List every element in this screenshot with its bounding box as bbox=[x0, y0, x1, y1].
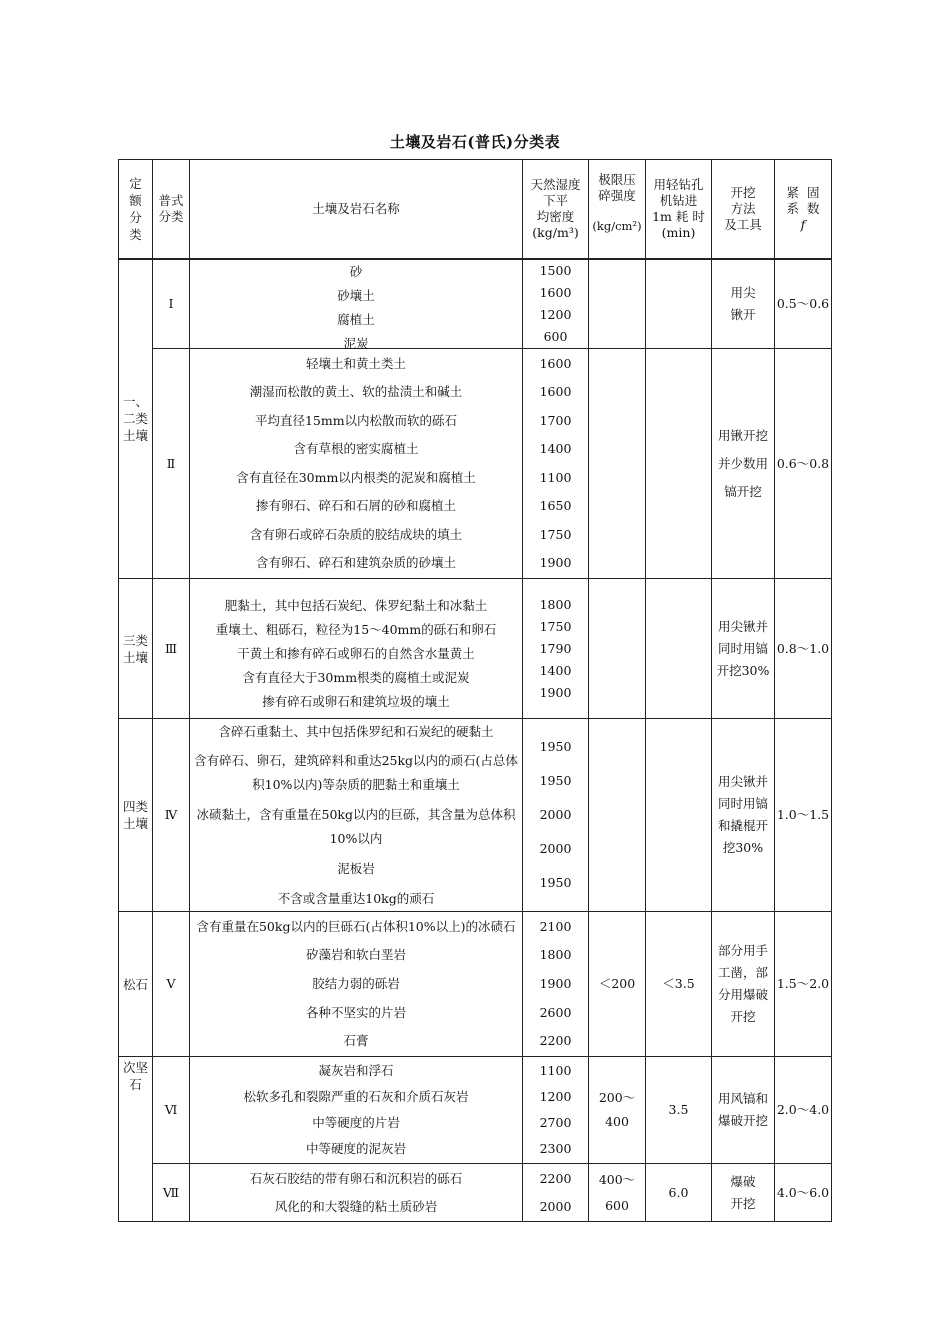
header-method-line3: 及工具 bbox=[724, 216, 762, 232]
header-density bbox=[523, 160, 589, 259]
list-item: 砂壤土 bbox=[337, 287, 375, 303]
names-cell bbox=[190, 719, 523, 912]
list-item: 风化的和大裂缝的粘土质砂岩 bbox=[274, 1198, 438, 1214]
category-cell-6-7 bbox=[119, 1057, 153, 1222]
list-item: 平均直径15mm以内松散而软的砾石 bbox=[254, 412, 458, 428]
density-value: 1600 bbox=[539, 355, 572, 371]
method-cell bbox=[712, 579, 775, 719]
density-cell bbox=[523, 349, 589, 579]
strength-cell bbox=[589, 719, 646, 912]
density-value: 1500 bbox=[539, 262, 572, 278]
category-label: 一、二类土壤 bbox=[122, 394, 148, 444]
method-cell bbox=[712, 259, 775, 349]
list-item: 冰碛黏土，含有重量在50kg以内的巨砾，其含量为总体积10%以内 bbox=[196, 807, 516, 846]
class-cell: Ⅱ bbox=[153, 349, 190, 579]
density-value: 1750 bbox=[539, 526, 572, 542]
list-item: 干黄土和掺有碎石或卵石的自然含水量黄土 bbox=[237, 645, 475, 661]
list-item: 凝灰岩和浮石 bbox=[318, 1062, 394, 1078]
list-item: 腐植土 bbox=[337, 311, 375, 327]
density-value: 2300 bbox=[539, 1141, 572, 1157]
header-strength-line2: 碎强度 bbox=[598, 187, 636, 203]
drill-cell bbox=[646, 349, 712, 579]
density-value: 1950 bbox=[539, 739, 572, 754]
density-value: 1200 bbox=[539, 306, 572, 322]
drill-cell bbox=[646, 259, 712, 349]
header-proto-class-label: 普式分类 bbox=[158, 192, 184, 224]
class-cell: Ⅶ bbox=[153, 1164, 190, 1222]
names-cell bbox=[190, 1164, 523, 1222]
table-row bbox=[119, 259, 832, 349]
header-strength bbox=[589, 160, 646, 259]
drill-cell: ＜3.5 bbox=[646, 912, 712, 1057]
density-value: 2000 bbox=[539, 841, 572, 856]
list-item: 潮湿而松散的黄土、软的盐渍土和碱土 bbox=[249, 384, 463, 400]
list-item: 泥板岩 bbox=[337, 860, 375, 876]
list-item: 含有卵石、碎石和建筑杂质的砂壤土 bbox=[255, 555, 456, 571]
coefficient-cell: 0.5～0.6 bbox=[775, 259, 832, 349]
names-cell bbox=[190, 912, 523, 1057]
strength-text: 200～400 bbox=[598, 1090, 636, 1129]
density-cell bbox=[523, 259, 589, 349]
header-strength-line1: 极限压 bbox=[598, 171, 636, 187]
names-cell bbox=[190, 349, 523, 579]
table-row bbox=[119, 1057, 832, 1164]
table-row bbox=[119, 349, 832, 579]
coefficient-cell: 1.5～2.0 bbox=[775, 912, 832, 1057]
list-item: 中等硬度的泥灰岩 bbox=[305, 1141, 406, 1157]
method-cell bbox=[712, 349, 775, 579]
density-value: 2700 bbox=[539, 1115, 572, 1131]
header-coef-line1: 紧 固 bbox=[786, 184, 820, 200]
list-item: 各种不坚实的片岩 bbox=[305, 1004, 406, 1020]
density-value: 1600 bbox=[539, 284, 572, 300]
density-cell bbox=[523, 1057, 589, 1164]
list-item: 含有卵石或碎石杂质的胶结成块的填土 bbox=[249, 526, 463, 542]
method-text: 爆破开挖 bbox=[730, 1173, 756, 1211]
strength-cell bbox=[589, 579, 646, 719]
method-text: 用尖锹并同时用镐开挖30% bbox=[716, 618, 770, 678]
drill-cell: 3.5 bbox=[646, 1057, 712, 1164]
density-value: 1950 bbox=[539, 875, 572, 890]
list-item: 松软多孔和裂隙严重的石灰和介质石灰岩 bbox=[243, 1088, 469, 1104]
class-cell: Ⅵ bbox=[153, 1057, 190, 1164]
list-item: 石膏 bbox=[343, 1033, 369, 1049]
list-item: 含碎石重黏土、其中包括侏罗纪和石炭纪的硬黏土 bbox=[218, 723, 494, 739]
coefficient-cell: 0.8～1.0 bbox=[775, 579, 832, 719]
coefficient-cell: 0.6～0.8 bbox=[775, 349, 832, 579]
drill-cell bbox=[646, 719, 712, 912]
strength-cell bbox=[589, 1164, 646, 1222]
method-cell bbox=[712, 1057, 775, 1164]
header-coef-line3: f bbox=[800, 216, 806, 232]
header-quota-category bbox=[119, 160, 153, 259]
header-method-line1: 开挖 bbox=[730, 184, 756, 200]
list-item: 含有碎石、卵石，建筑碎料和重达25kg以内的顽石(占总体积10%以内)等杂质的肥黏土和重壤土 bbox=[194, 753, 518, 793]
method-text: 用尖锹开 bbox=[730, 284, 756, 322]
method-text: 用锹开挖并少数用镐开挖 bbox=[717, 427, 768, 499]
header-coef-line2: 系 数 bbox=[786, 200, 820, 216]
category-cell-4 bbox=[119, 719, 153, 912]
density-cell bbox=[523, 579, 589, 719]
method-text: 用尖锹并同时用镐和撬棍开挖30% bbox=[717, 774, 768, 855]
density-value: 600 bbox=[543, 328, 568, 344]
density-value: 1700 bbox=[539, 412, 572, 428]
class-cell: Ⅴ bbox=[153, 912, 190, 1057]
category-label: 三类土壤 bbox=[122, 632, 148, 665]
header-name-label: 土壤及岩石名称 bbox=[312, 200, 400, 216]
method-cell bbox=[712, 912, 775, 1057]
category-cell-3 bbox=[119, 579, 153, 719]
list-item: 肥黏土，其中包括石炭纪、侏罗纪黏土和冰黏土 bbox=[224, 597, 488, 613]
density-value: 1800 bbox=[539, 947, 572, 963]
names-cell bbox=[190, 259, 523, 349]
strength-cell bbox=[589, 349, 646, 579]
density-cell bbox=[523, 1164, 589, 1222]
list-item: 掺有碎石或卵石和建筑垃圾的壤土 bbox=[262, 693, 450, 709]
method-cell bbox=[712, 719, 775, 912]
density-value: 2100 bbox=[539, 918, 572, 934]
list-item: 含有重量在50kg以内的巨砾石(占体积10%以上)的冰碛石 bbox=[196, 918, 516, 934]
header-method bbox=[712, 160, 775, 259]
density-cell bbox=[523, 719, 589, 912]
density-value: 1400 bbox=[539, 441, 572, 457]
list-item: 砂 bbox=[349, 263, 363, 279]
category-label: 松石 bbox=[122, 976, 148, 992]
header-name bbox=[190, 160, 523, 259]
names-cell bbox=[190, 1057, 523, 1164]
strength-cell: ＜200 bbox=[589, 912, 646, 1057]
header-drill-unit: (min) bbox=[661, 224, 696, 240]
header-drill-line2: 机钻进 bbox=[659, 192, 698, 208]
table-row bbox=[119, 579, 832, 719]
table-row bbox=[119, 1164, 832, 1222]
density-value: 1900 bbox=[539, 975, 572, 991]
names-cell bbox=[190, 579, 523, 719]
density-value: 1100 bbox=[539, 1062, 572, 1078]
header-drill-time bbox=[646, 160, 712, 259]
header-density-line1: 天然湿度下平 bbox=[530, 176, 581, 208]
density-value: 1950 bbox=[539, 773, 572, 788]
class-cell: Ⅰ bbox=[153, 259, 190, 349]
table-row bbox=[119, 912, 832, 1057]
density-cell bbox=[523, 912, 589, 1057]
soil-classification-table bbox=[118, 159, 832, 1222]
class-cell: Ⅳ bbox=[153, 719, 190, 912]
header-drill-line1: 用轻钻孔 bbox=[653, 176, 704, 192]
list-item: 含有直径大于30mm根类的腐植土或泥炭 bbox=[242, 669, 470, 685]
header-method-line2: 方法 bbox=[730, 200, 756, 216]
density-value: 2000 bbox=[539, 807, 572, 822]
density-value: 1400 bbox=[539, 662, 572, 678]
list-item: 含有直径在30mm以内根类的泥炭和腐植土 bbox=[236, 469, 476, 485]
category-cell-1-2 bbox=[119, 259, 153, 579]
drill-cell: 6.0 bbox=[646, 1164, 712, 1222]
coefficient-cell: 1.0～1.5 bbox=[775, 719, 832, 912]
list-item: 胶结力弱的砾岩 bbox=[312, 975, 400, 991]
density-value: 2200 bbox=[539, 1170, 572, 1186]
coefficient-cell: 2.0～4.0 bbox=[775, 1057, 832, 1164]
method-cell bbox=[712, 1164, 775, 1222]
density-value: 1600 bbox=[539, 384, 572, 400]
density-value: 1200 bbox=[539, 1088, 572, 1104]
table-row bbox=[119, 719, 832, 912]
density-value: 1100 bbox=[539, 469, 572, 485]
drill-cell bbox=[646, 579, 712, 719]
list-item: 含有草根的密实腐植土 bbox=[293, 441, 419, 457]
list-item: 矽藻岩和软白垩岩 bbox=[305, 947, 406, 963]
header-proto-class bbox=[153, 160, 190, 259]
list-item: 不含或含量重达10kg的顽石 bbox=[277, 890, 435, 906]
strength-text: 400～600 bbox=[598, 1171, 636, 1213]
density-value: 2600 bbox=[539, 1004, 572, 1020]
density-value: 1650 bbox=[539, 498, 572, 514]
density-value: 1800 bbox=[539, 596, 572, 612]
category-cell-5 bbox=[119, 912, 153, 1057]
method-text: 用风镐和爆破开挖 bbox=[717, 1091, 768, 1128]
category-label: 次坚石 bbox=[122, 1060, 148, 1092]
header-coefficient bbox=[775, 160, 832, 259]
coefficient-cell: 4.0～6.0 bbox=[775, 1164, 832, 1222]
method-text: 部分用手工凿，部分用爆破开挖 bbox=[717, 943, 768, 1024]
header-density-unit: (kg/m³) bbox=[532, 224, 579, 240]
header-quota-category-label: 定额分类 bbox=[129, 175, 142, 242]
density-value: 1900 bbox=[539, 555, 572, 571]
header-drill-line3: 1m 耗 时 bbox=[652, 208, 705, 224]
list-item: 中等硬度的片岩 bbox=[312, 1115, 400, 1131]
strength-cell bbox=[589, 259, 646, 349]
class-cell: Ⅲ bbox=[153, 579, 190, 719]
category-label: 四类土壤 bbox=[122, 799, 148, 831]
list-item: 泥炭 bbox=[343, 335, 369, 351]
list-item: 轻壤土和黄土类土 bbox=[305, 355, 406, 371]
page-title: 土壤及岩石(普氏)分类表 bbox=[389, 133, 561, 151]
density-value: 1750 bbox=[539, 618, 572, 634]
strength-cell bbox=[589, 1057, 646, 1164]
header-strength-unit: (kg/cm²) bbox=[592, 218, 642, 233]
header-density-line2: 均密度 bbox=[536, 208, 575, 224]
density-value: 1900 bbox=[539, 684, 572, 700]
list-item: 石灰石胶结的带有卵石和沉积岩的砾石 bbox=[249, 1170, 463, 1186]
density-value: 2000 bbox=[539, 1198, 572, 1214]
list-item: 掺有卵石、碎石和石屑的砂和腐植土 bbox=[255, 498, 456, 514]
list-item: 重壤土、粗砾石，粒径为15～40mm的砾石和卵石 bbox=[215, 621, 497, 637]
density-value: 1790 bbox=[539, 640, 572, 656]
density-value: 2200 bbox=[539, 1033, 572, 1049]
